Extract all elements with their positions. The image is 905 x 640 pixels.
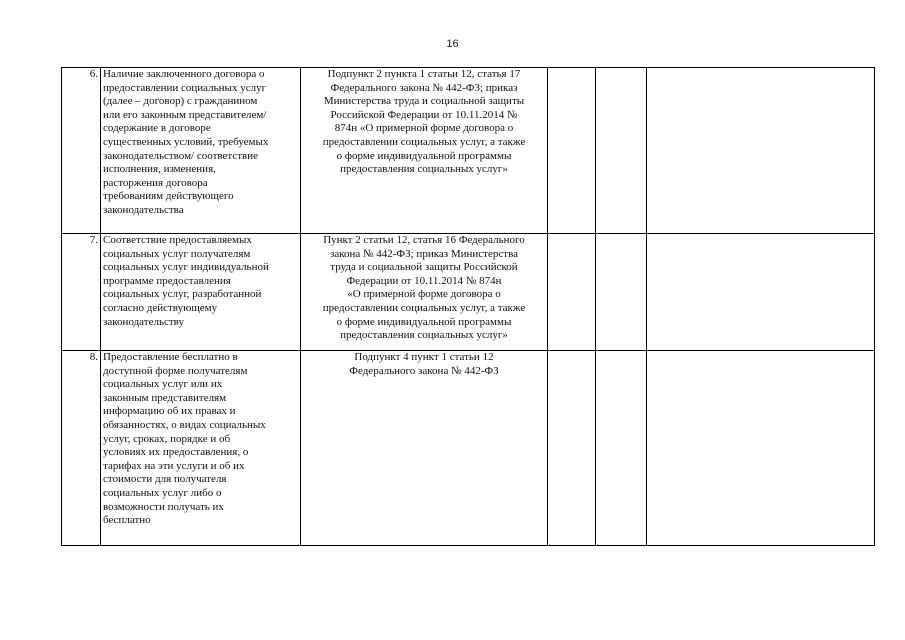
table-row: [62, 68, 875, 234]
table-row: [62, 351, 875, 546]
row-number-cell: 7.: [62, 234, 101, 351]
empty-cell: [596, 68, 647, 234]
row-number-cell: 8.: [62, 351, 101, 546]
empty-cell: [548, 234, 596, 351]
legal-basis-cell: [301, 68, 548, 234]
legal-basis-cell: [301, 234, 548, 351]
empty-cell: [548, 351, 596, 546]
legal-basis-text: Пункт 2 статьи 12, статья 16 Федерального закона № 442-ФЗ; приказ Министерства труда и социальной защиты Российской Федерации от 10.11.2014 № 874н «О примерной форме договора о предоставлении социальных услуг, а также о форме индивидуальной программы предоставления социальных услуг»: [322, 234, 526, 342]
empty-cell: [596, 351, 647, 546]
legal-basis-text: Подпункт 4 пункт 1 статьи 12 Федерального закона № 442-ФЗ: [349, 351, 499, 377]
empty-cell: [647, 234, 875, 351]
table-row: [62, 234, 875, 351]
legal-basis-text: Подпункт 2 пункта 1 статьи 12, статья 17 Федерального закона № 442-ФЗ; приказ Министерства труда и социальной защиты Российской Федерации от 10.11.2014 № 874н «О примерной форме договора о предоставлении социальных услуг, а также о форме индивидуальной программы предоставления социальных услуг»: [322, 68, 526, 176]
empty-cell: [647, 68, 875, 234]
empty-cell: [647, 351, 875, 546]
requirement-text: Предоставление бесплатно в доступной форме получателям социальных услуг или их законным представителям информацию об их правах и обязанностях, о видах социальных услуг, сроках, порядке и об условиях их предоставления, о тарифах на эти услуги и об их стоимости для получателя социальных услуг либо о возможности получать их бесплатно: [103, 351, 266, 527]
empty-cell: [596, 234, 647, 351]
requirement-cell: [101, 351, 301, 546]
requirement-text: Соответствие предоставляемых социальных услуг получателям социальных услуг индивидуальной программе предоставления социальных услуг, разработанной согласно действующему законодательству: [103, 234, 269, 328]
empty-cell: [548, 68, 596, 234]
row-number-cell: 6.: [62, 68, 101, 234]
requirement-text: Наличие заключенного договора о предоставлении социальных услуг (далее – договор) с гражданином или его законным представителем/ содержание в договоре существенных условий, требуемых законодательством/ соответствие исполнения, изменения, расторжения договора требованиям действующего законодательства: [103, 68, 269, 216]
requirement-cell: [101, 234, 301, 351]
requirements-table: [61, 67, 875, 546]
page-number: 16: [446, 38, 459, 50]
requirement-cell: [101, 68, 301, 234]
legal-basis-cell: [301, 351, 548, 546]
